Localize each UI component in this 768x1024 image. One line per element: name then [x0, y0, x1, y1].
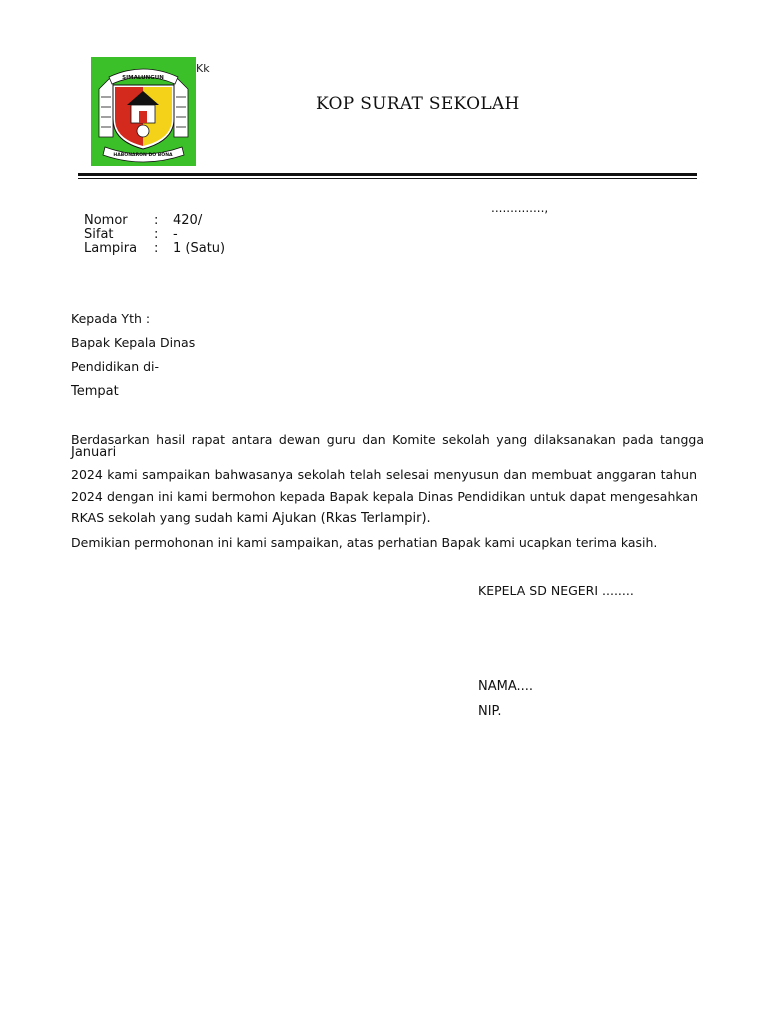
body-line-1b: Januari	[71, 445, 117, 460]
body-line-2: 2024 kami sampaikan bahwasanya sekolah telah selesai menyusun dan membuat anggaran tahun	[71, 467, 697, 482]
stray-text: Kk	[196, 62, 210, 75]
coat-of-arms-logo	[91, 57, 196, 166]
addressee-greeting: Kepada Yth :	[71, 311, 151, 326]
logo-top-text: SIMALUNGUN	[122, 75, 164, 81]
addressee-line-1: Bapak Kepala Dinas	[71, 335, 196, 350]
meta-label-nomor: Nomor	[84, 213, 128, 228]
body-line-3: 2024 dengan ini kami bermohon kepada Bapak kepala Dinas Pendidikan untuk dapat mengesahkan	[71, 489, 698, 504]
letterhead-rule-thick	[78, 173, 697, 176]
meta-colon: :	[154, 213, 159, 228]
body-closing: Demikian permohonan ini kami sampaikan, atas perhatian Bapak kami ucapkan terima kasih.	[71, 535, 658, 550]
addressee-line-3: Tempat	[71, 384, 119, 399]
letterhead-title: KOP SURAT SEKOLAH	[316, 94, 520, 114]
body-line-1: Berdasarkan hasil rapat antara dewan guru dan Komite sekolah yang dilaksanakan pada tangga	[71, 432, 704, 447]
meta-value-nomor: 420/	[173, 213, 203, 228]
body-line-4	[71, 510, 431, 526]
signature-nip: NIP.	[478, 704, 502, 719]
letterhead-rule-thin	[78, 178, 697, 179]
meta-colon: :	[154, 227, 159, 242]
body-line-4a: RKAS sekolah yang sudah	[71, 510, 237, 525]
date-line: ..............,	[491, 201, 549, 215]
meta-colon: :	[154, 241, 159, 256]
logo-bottom-text: HABONARON DO BONA	[113, 153, 173, 158]
meta-label-lampiran: Lampira	[84, 241, 138, 256]
body-line-4b: kami Ajukan (Rkas Terlampir).	[236, 511, 431, 526]
signature-name: NAMA....	[478, 679, 534, 694]
meta-label-sifat: Sifat	[84, 227, 114, 242]
addressee-line-2: Pendidikan di-	[71, 359, 160, 374]
meta-value-sifat: -	[173, 227, 178, 242]
meta-value-lampiran: 1 (Satu)	[173, 241, 226, 256]
signature-position: KEPELA SD NEGERI ........	[478, 583, 634, 598]
